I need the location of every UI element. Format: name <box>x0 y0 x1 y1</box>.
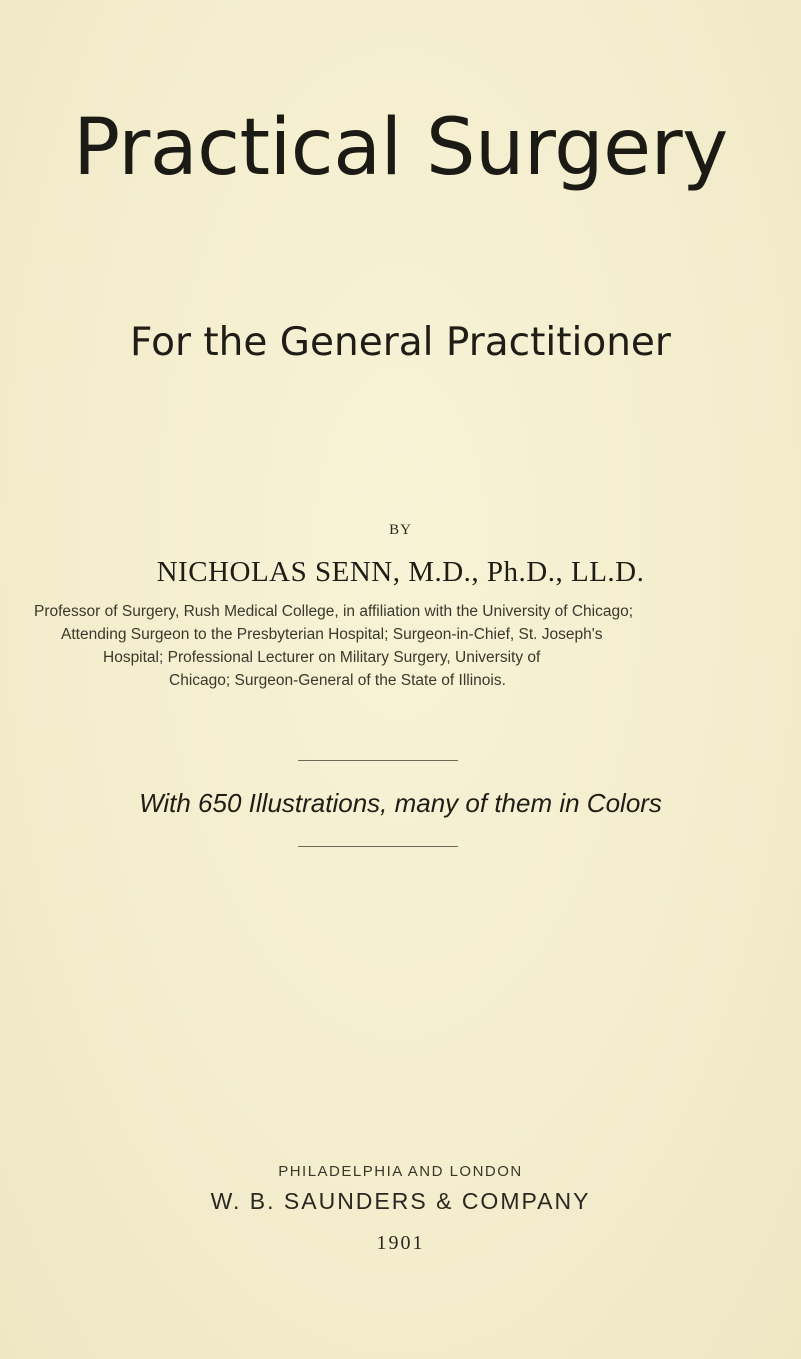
by-label: BY <box>389 522 412 538</box>
illustrations-note: With 650 Illustrations, many of them in Colors <box>139 788 662 818</box>
book-subtitle: For the General Practitioner <box>130 320 671 365</box>
divider-rule-bottom <box>298 846 458 847</box>
divider-rule-top <box>298 760 458 761</box>
author-name: NICHOLAS SENN, M.D., Ph.D., LL.D. <box>156 556 645 588</box>
credentials-line-3: Hospital; Professional Lecturer on Military Surgery, University of <box>103 649 541 666</box>
credentials-line-2: Attending Surgeon to the Presbyterian Hospital; Surgeon-in-Chief, St. Joseph's <box>61 626 603 643</box>
credentials-line-4: Chicago; Surgeon-General of the State of Illinois. <box>169 672 506 689</box>
credentials-line-1: Professor of Surgery, Rush Medical College, in affiliation with the University of Chicago; <box>34 603 634 620</box>
book-title: Practical Surgery <box>73 103 728 193</box>
publication-cities: PHILADELPHIA AND LONDON <box>278 1163 523 1180</box>
publication-year: 1901 <box>376 1232 425 1254</box>
publisher-name: W. B. SAUNDERS & COMPANY <box>210 1188 591 1214</box>
